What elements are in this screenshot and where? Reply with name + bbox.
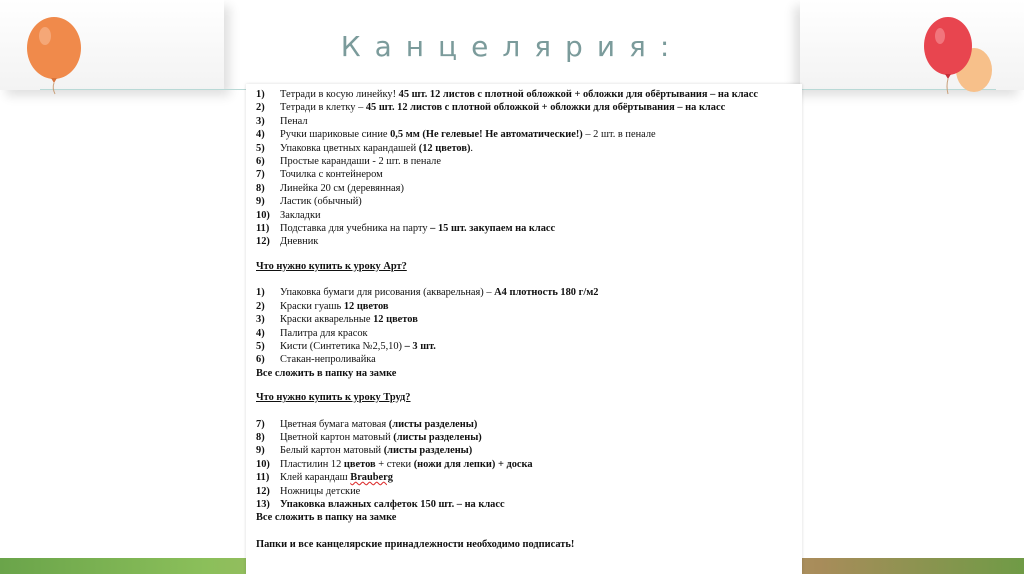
item-text-bold: А4 плотность 180 г/м2 <box>494 287 599 299</box>
item-text: Простые карандаши - 2 шт. в пенале <box>280 156 441 168</box>
item-text-bold: Упаковка влажных салфеток 150 шт. – на класс <box>280 498 505 510</box>
list-number: 1) <box>256 287 265 299</box>
item-text: Кисти (Синтетика №2,5,10) <box>280 340 405 352</box>
list-number: 4) <box>256 129 265 141</box>
document-content <box>256 88 796 551</box>
item-text: Линейка 20 см (деревянная) <box>280 182 404 194</box>
art-list <box>256 286 796 380</box>
item-text-bold: (листы разделены) <box>393 431 482 443</box>
item-text: – 2 шт. в пенале <box>582 129 656 141</box>
item-text-bold: 0,5 мм (Не гелевые! Не автоматические!) <box>390 129 583 141</box>
list-number: 2) <box>256 300 265 312</box>
list-item <box>256 340 796 353</box>
list-number: 12) <box>256 485 270 497</box>
item-text: Упаковка бумаги для рисования (акварельная) – <box>280 287 495 299</box>
list-item <box>256 182 796 195</box>
list-item <box>256 128 796 141</box>
item-text: + стеки <box>375 458 414 470</box>
item-text: Упаковка цветных карандашей <box>280 142 419 154</box>
labor-list <box>256 418 796 525</box>
list-number: 9) <box>256 445 265 457</box>
item-text-bold: – 3 шт. <box>404 340 436 352</box>
page-title: Канцелярия: <box>340 30 684 63</box>
art-note: Все сложить в папку на замке <box>256 367 397 379</box>
list-item <box>256 431 796 444</box>
list-number: 2) <box>256 102 265 114</box>
stationery-list <box>256 88 796 249</box>
labor-note: Все сложить в папку на замке <box>256 512 397 524</box>
item-text-bold: (листы разделены) <box>388 418 478 430</box>
item-text: Цветной картон матовый <box>280 431 394 443</box>
list-item <box>256 195 796 208</box>
footer-note: Папки и все канцелярские принадлежности необходимо подписать! <box>256 538 575 550</box>
item-text: Пенал <box>280 115 308 127</box>
item-text: Пластилин 12 <box>280 458 344 470</box>
item-text: Ластик (обычный) <box>280 196 362 208</box>
list-number: 5) <box>256 340 265 352</box>
item-text: Стакан-непроливайка <box>280 354 376 366</box>
list-item <box>256 327 796 340</box>
list-number: 11) <box>256 223 270 235</box>
list-number: 11) <box>256 472 270 484</box>
list-item <box>256 168 796 181</box>
list-item <box>256 444 796 457</box>
list-item <box>256 209 796 222</box>
list-number: 3) <box>256 115 265 127</box>
item-text-bold: (12 цветов) <box>418 142 471 154</box>
item-text-bold: 12 цветов <box>343 300 389 312</box>
item-text: Краски гуашь <box>280 300 344 312</box>
item-text: Палитра для красок <box>280 327 368 339</box>
list-number: 4) <box>256 327 265 339</box>
list-number: 3) <box>256 314 265 326</box>
list-item <box>256 286 796 299</box>
list-number: 7) <box>256 418 265 430</box>
list-number: 7) <box>256 169 265 181</box>
list-number: 13) <box>256 498 270 510</box>
list-item <box>256 115 796 128</box>
list-item <box>256 485 796 498</box>
list-number: 6) <box>256 354 265 366</box>
list-number: 10) <box>256 209 270 221</box>
list-number: 5) <box>256 142 265 154</box>
item-text: Дневник <box>280 236 319 248</box>
item-text: Белый картон матовый <box>280 445 384 457</box>
item-text-bold: (ножи для лепки) + доска <box>413 458 533 470</box>
art-section-heading: Что нужно купить к уроку Арт? <box>256 260 407 272</box>
list-number: 12) <box>256 236 270 248</box>
list-item <box>256 235 796 248</box>
list-item <box>256 88 796 101</box>
item-text: Ножницы детские <box>280 485 361 497</box>
list-item <box>256 300 796 313</box>
list-item <box>256 142 796 155</box>
item-text: Клей карандаш <box>280 472 351 484</box>
item-text: Подставка для учебника на парту <box>280 223 431 235</box>
list-item <box>256 101 796 114</box>
list-item <box>256 353 796 366</box>
list-item <box>256 458 796 471</box>
list-item <box>256 471 796 484</box>
item-text-bold: Brauberg <box>350 472 393 484</box>
list-number: 8) <box>256 182 265 194</box>
list-item <box>256 498 796 511</box>
document-page <box>246 84 802 574</box>
item-text: Цветная бумага матовая <box>280 418 389 430</box>
list-number: 8) <box>256 431 265 443</box>
labor-section-heading: Что нужно купить к уроку Труд? <box>256 392 411 404</box>
item-text: Краски акварельные <box>280 314 374 326</box>
item-text-bold: 12 цветов <box>373 314 418 326</box>
item-text-bold: (листы разделены) <box>383 445 473 457</box>
item-text-bold: 45 шт. 12 листов с плотной обложкой + обложки для обёртывания – на класс <box>398 89 758 100</box>
item-text: . <box>470 142 474 154</box>
item-text: Точилка с контейнером <box>280 169 383 181</box>
item-text-bold: цветов <box>343 458 376 470</box>
list-number: 6) <box>256 156 265 168</box>
list-number: 1) <box>256 89 265 100</box>
item-text: Тетради в клетку – <box>280 102 366 114</box>
list-item <box>256 155 796 168</box>
list-number: 10) <box>256 458 270 470</box>
item-text: Закладки <box>280 209 321 221</box>
item-text-bold: – 15 шт. закупаем на класс <box>430 223 556 235</box>
list-number: 9) <box>256 196 265 208</box>
list-item <box>256 222 796 235</box>
list-item <box>256 418 796 431</box>
item-text: Ручки шариковые синие <box>280 129 391 141</box>
list-item <box>256 313 796 326</box>
item-text: Тетради в косую линейку! <box>280 89 399 100</box>
item-text-bold: 45 шт. 12 листов с плотной обложкой + обложки для обёртывания – на класс <box>365 102 726 114</box>
